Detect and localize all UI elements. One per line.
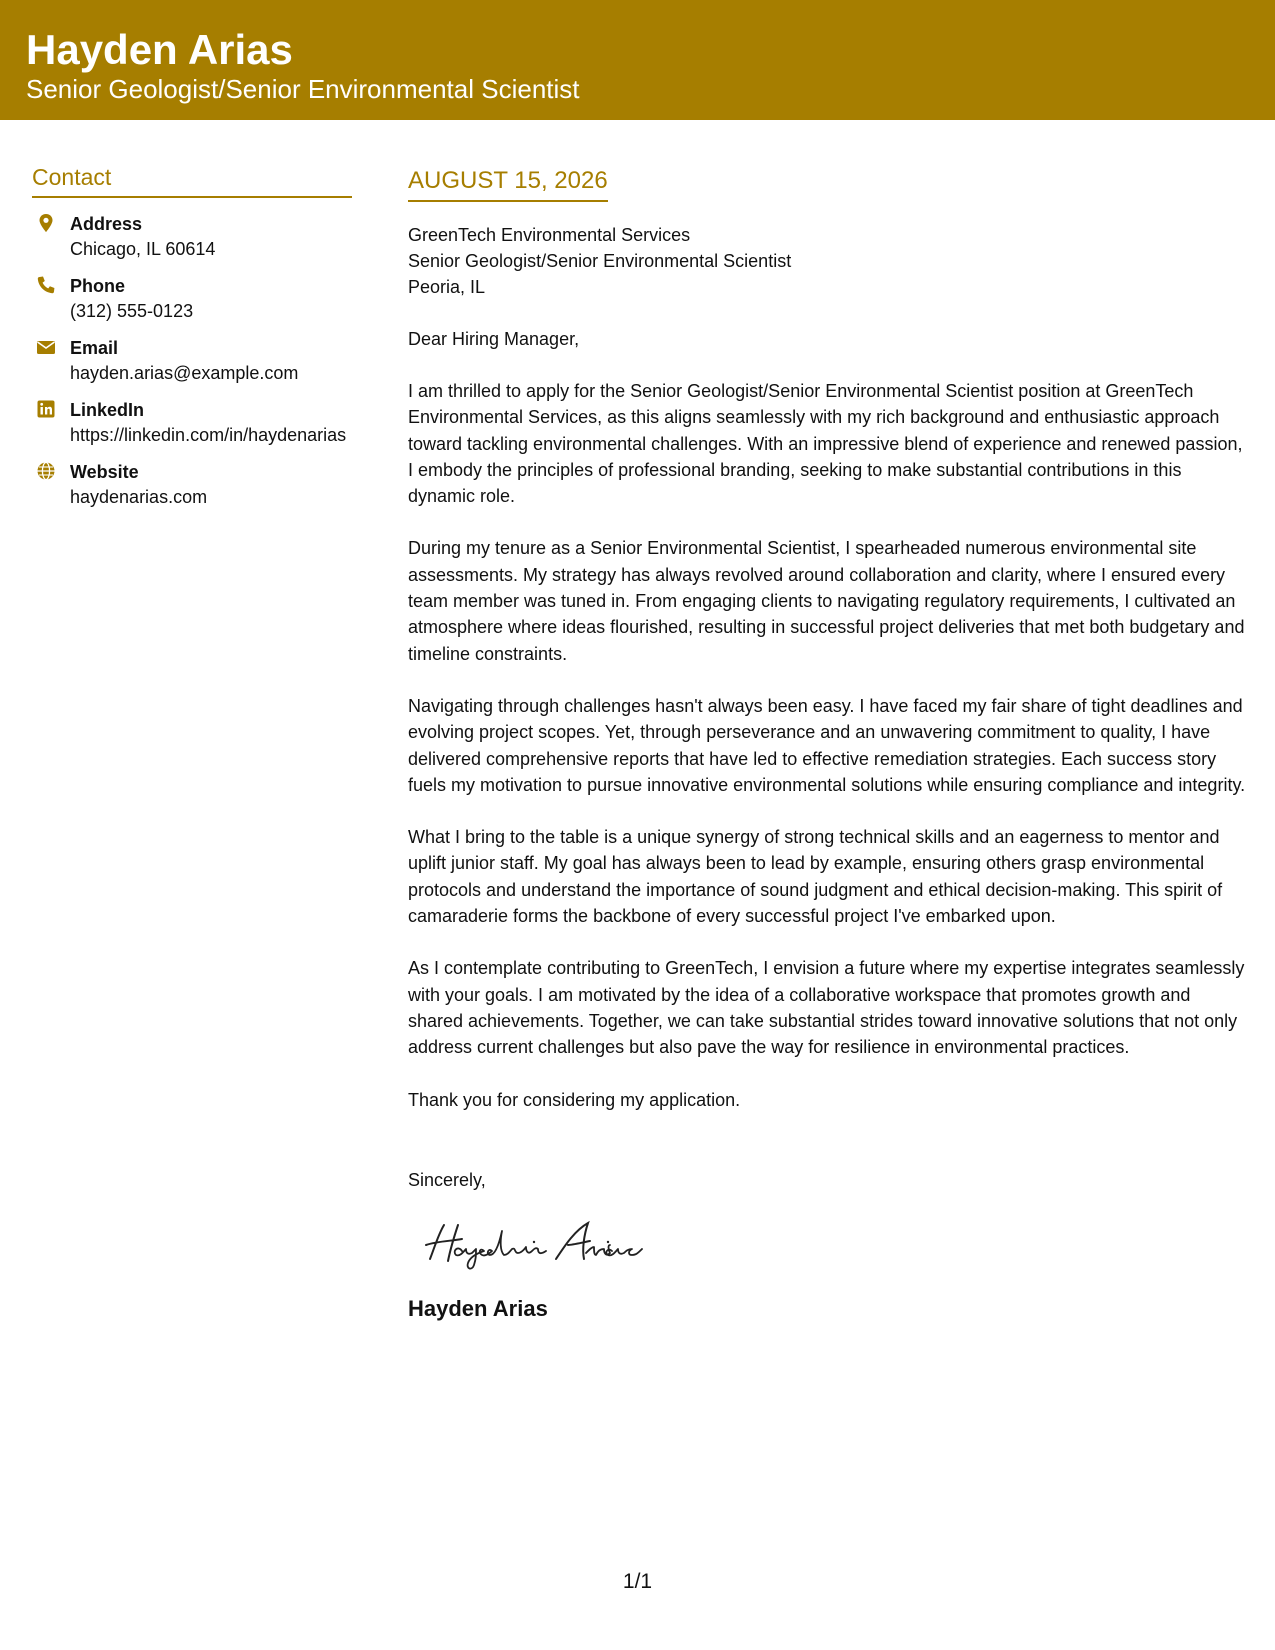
phone-icon bbox=[36, 275, 56, 295]
map-pin-icon bbox=[36, 213, 56, 233]
contact-phone bbox=[32, 274, 352, 324]
recipient-company: GreenTech Environmental Services bbox=[408, 225, 691, 245]
letter-body bbox=[408, 164, 1246, 1324]
contact-heading: Contact bbox=[32, 160, 352, 198]
phone-value: (312) 555-0123 bbox=[70, 301, 194, 321]
paragraph: Thank you for considering my application. bbox=[408, 1089, 741, 1110]
recipient-position: Senior Geologist/Senior Environmental Scientist bbox=[408, 251, 792, 271]
signer-name: Hayden Arias bbox=[408, 1295, 548, 1321]
page-number: 1/1 bbox=[622, 1570, 653, 1593]
applicant-name: Hayden Arias bbox=[26, 26, 293, 73]
closing: Sincerely, bbox=[408, 1169, 486, 1190]
address-label: Address bbox=[70, 214, 143, 234]
linkedin-value[interactable]: https://linkedin.com/in/haydenarias bbox=[70, 425, 347, 445]
contact-sidebar bbox=[32, 160, 352, 522]
recipient-block bbox=[408, 222, 1246, 300]
linkedin-label: LinkedIn bbox=[70, 400, 145, 420]
contact-linkedin bbox=[32, 398, 352, 448]
handwritten-signature bbox=[422, 1211, 662, 1275]
contact-address bbox=[32, 212, 352, 262]
website-value[interactable]: haydenarias.com bbox=[70, 487, 208, 507]
email-value: hayden.arias@example.com bbox=[70, 363, 299, 383]
paragraph: As I contemplate contributing to GreenTech, I envision a future where my expertise integrates seamlessly with your goals. I am motivated by the idea of a collaborative workspace that promotes growth and shared achievements. Together, we can take substantial strides toward innovative solutions that not only address current challenges but also pave the way for resilience in environmental practices. bbox=[408, 958, 1245, 1058]
contact-email bbox=[32, 336, 352, 386]
paragraph: Navigating through challenges hasn't always been easy. I have faced my fair share of tight deadlines and evolving project scopes. Yet, through perseverance and an unwavering commitment to quality, I have delivered comprehensive reports that have led to effective remediation strategies. Each success story fuels my motivation to pursue innovative environmental solutions while ensuring compliance and integrity. bbox=[408, 695, 1246, 795]
linkedin-icon bbox=[36, 399, 56, 419]
paragraph: During my tenure as a Senior Environmental Scientist, I spearheaded numerous environmental site assessments. My strategy has always revolved around collaboration and clarity, where I ensured every team member was tuned in. From engaging clients to navigating regulatory requirements, I cultivated an atmosphere where ideas flourished, resulting in successful project deliveries that met both budgetary and timeline constraints. bbox=[408, 538, 1245, 664]
address-value: Chicago, IL 60614 bbox=[70, 239, 216, 259]
letter-date: AUGUST 15, 2026 bbox=[408, 164, 608, 202]
envelope-icon bbox=[36, 337, 56, 357]
header-banner bbox=[0, 0, 1275, 120]
email-label: Email bbox=[70, 338, 119, 358]
paragraph: What I bring to the table is a unique synergy of strong technical skills and an eagerness to mentor and uplift junior staff. My goal has always been to lead by example, ensuring others grasp environmental protocols and understand the importance of sound judgment and ethical decision-making. This spirit of camaraderie forms the backbone of every successful project I've embarked upon. bbox=[408, 827, 1223, 927]
applicant-role: Senior Geologist/Senior Environmental Scientist bbox=[26, 74, 580, 104]
greeting: Dear Hiring Manager, bbox=[408, 329, 580, 349]
globe-icon bbox=[36, 461, 56, 481]
website-label: Website bbox=[70, 462, 139, 482]
paragraph: I am thrilled to apply for the Senior Geologist/Senior Environmental Scientist position at GreenTech Environmental Services, as this aligns seamlessly with my rich background and enthusiastic approach toward tackling environmental challenges. With an impressive blend of experience and renewed passion, I embody the principles of professional branding, seeking to make substantial contributions in this dynamic role. bbox=[408, 381, 1243, 507]
phone-label: Phone bbox=[70, 276, 126, 296]
contact-website bbox=[32, 460, 352, 510]
recipient-location: Peoria, IL bbox=[408, 277, 486, 297]
